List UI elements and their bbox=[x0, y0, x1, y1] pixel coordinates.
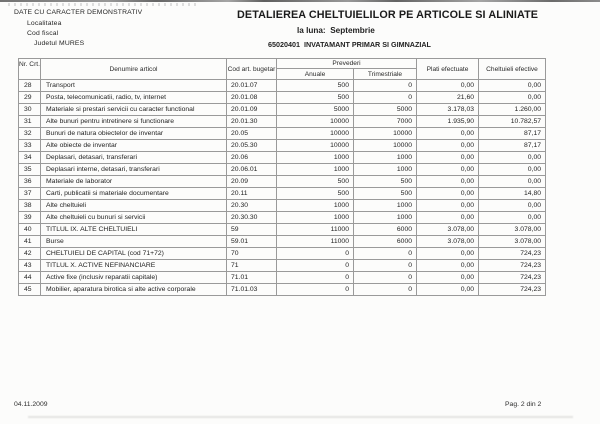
cell-anuale: 5000 bbox=[277, 104, 354, 116]
cell-cod: 20.01.30 bbox=[227, 116, 277, 128]
table-row bbox=[19, 284, 546, 296]
cell-plati: 0,00 bbox=[417, 152, 479, 164]
cell-trimestriale: 1000 bbox=[354, 152, 417, 164]
cell-nr: 45 bbox=[19, 284, 41, 296]
cell-cod: 59 bbox=[227, 224, 277, 236]
cell-denumire: Posta, telecomunicatii, radio, tv, internet bbox=[41, 92, 227, 104]
cell-plati: 0,00 bbox=[417, 164, 479, 176]
cell-cod: 70 bbox=[227, 248, 277, 260]
cell-anuale: 0 bbox=[277, 284, 354, 296]
table-row bbox=[19, 188, 546, 200]
cell-nr: 37 bbox=[19, 188, 41, 200]
header-prevederi: Prevederi bbox=[277, 59, 417, 69]
cell-plati: 0,00 bbox=[417, 212, 479, 224]
cell-nr: 36 bbox=[19, 176, 41, 188]
cell-cheltuieli: 724,23 bbox=[479, 284, 546, 296]
cell-anuale: 0 bbox=[277, 272, 354, 284]
header-trimestriale: Trimestriale bbox=[354, 69, 417, 80]
cell-plati: 0,00 bbox=[417, 140, 479, 152]
cell-cod: 20.30.30 bbox=[227, 212, 277, 224]
cell-plati: 0,00 bbox=[417, 188, 479, 200]
table-body bbox=[19, 80, 546, 296]
cell-anuale: 500 bbox=[277, 188, 354, 200]
judet-line: Judetul MURES bbox=[34, 40, 85, 47]
cell-nr: 33 bbox=[19, 140, 41, 152]
table-row bbox=[19, 164, 546, 176]
cell-anuale: 500 bbox=[277, 92, 354, 104]
table-header bbox=[19, 59, 546, 80]
cell-nr: 40 bbox=[19, 224, 41, 236]
cell-cod: 71.01.03 bbox=[227, 284, 277, 296]
table-row bbox=[19, 152, 546, 164]
cell-anuale: 1000 bbox=[277, 212, 354, 224]
cell-plati: 0,00 bbox=[417, 128, 479, 140]
cell-cod: 59.01 bbox=[227, 236, 277, 248]
cell-anuale: 1000 bbox=[277, 200, 354, 212]
cell-denumire: Alte cheltuieli cu bunuri si servicii bbox=[41, 212, 227, 224]
cell-plati: 0,00 bbox=[417, 176, 479, 188]
cell-nr: 42 bbox=[19, 248, 41, 260]
cell-denumire: Mobilier, aparatura birotica si alte active corporale bbox=[41, 284, 227, 296]
cell-denumire: TITLUL X. ACTIVE NEFINANCIARE bbox=[41, 260, 227, 272]
cell-nr: 39 bbox=[19, 212, 41, 224]
cell-denumire: TITLUL IX. ALTE CHELTUIELI bbox=[41, 224, 227, 236]
cell-plati: 3.178,03 bbox=[417, 104, 479, 116]
header-plati: Plati efectuate bbox=[417, 59, 479, 80]
table-row bbox=[19, 92, 546, 104]
cell-plati: 0,00 bbox=[417, 248, 479, 260]
cell-cheltuieli: 87,17 bbox=[479, 140, 546, 152]
cell-cod: 20.05 bbox=[227, 128, 277, 140]
cell-anuale: 1000 bbox=[277, 152, 354, 164]
cell-nr: 31 bbox=[19, 116, 41, 128]
cell-nr: 38 bbox=[19, 200, 41, 212]
cell-nr: 41 bbox=[19, 236, 41, 248]
cell-trimestriale: 0 bbox=[354, 284, 417, 296]
cell-cheltuieli: 0,00 bbox=[479, 176, 546, 188]
cell-denumire: Carti, publicatii si materiale documentare bbox=[41, 188, 227, 200]
table-row bbox=[19, 272, 546, 284]
cell-trimestriale: 500 bbox=[354, 188, 417, 200]
header-denumire: Denumire articol bbox=[41, 59, 227, 80]
cell-plati: 1.935,90 bbox=[417, 116, 479, 128]
cell-cod: 71 bbox=[227, 260, 277, 272]
document-title: DETALIEREA CHELTUIELILOR PE ARTICOLE SI ALINIATE bbox=[237, 9, 539, 21]
cell-trimestriale: 0 bbox=[354, 272, 417, 284]
scan-top-edge-artifact bbox=[0, 0, 600, 2]
cell-denumire: Alte bunuri pentru intretinere si functionare bbox=[41, 116, 227, 128]
cell-plati: 0,00 bbox=[417, 272, 479, 284]
cell-cheltuieli: 724,23 bbox=[479, 260, 546, 272]
cod-fiscal-label: Cod fiscal bbox=[27, 30, 59, 37]
scan-bottom-smudge-artifact bbox=[28, 416, 573, 418]
cell-trimestriale: 0 bbox=[354, 248, 417, 260]
cell-nr: 35 bbox=[19, 164, 41, 176]
cell-nr: 30 bbox=[19, 104, 41, 116]
cell-trimestriale: 1000 bbox=[354, 212, 417, 224]
cell-nr: 43 bbox=[19, 260, 41, 272]
cell-anuale: 500 bbox=[277, 80, 354, 92]
cell-cod: 20.09 bbox=[227, 176, 277, 188]
header-cheltuieli: Cheltuieli efective bbox=[479, 59, 546, 80]
cell-cheltuieli: 0,00 bbox=[479, 152, 546, 164]
table-row bbox=[19, 212, 546, 224]
cell-trimestriale: 0 bbox=[354, 80, 417, 92]
footer-date: 04.11.2009 bbox=[14, 401, 48, 408]
cell-anuale: 11000 bbox=[277, 224, 354, 236]
cell-cod: 20.05.30 bbox=[227, 140, 277, 152]
cell-cheltuieli: 0,00 bbox=[479, 80, 546, 92]
cell-cheltuieli: 0,00 bbox=[479, 164, 546, 176]
cell-trimestriale: 5000 bbox=[354, 104, 417, 116]
table-row bbox=[19, 140, 546, 152]
header-nr: Nr. Crt. bbox=[19, 59, 41, 80]
cell-cheltuieli: 1.260,00 bbox=[479, 104, 546, 116]
cell-anuale: 0 bbox=[277, 248, 354, 260]
cell-anuale: 10000 bbox=[277, 140, 354, 152]
cell-cod: 20.01.08 bbox=[227, 92, 277, 104]
footer-page-number: Pag. 2 din 2 bbox=[505, 401, 542, 408]
cell-cod: 20.01.07 bbox=[227, 80, 277, 92]
table-row bbox=[19, 116, 546, 128]
cell-denumire: CHELTUIELI DE CAPITAL (cod 71+72) bbox=[41, 248, 227, 260]
month-line: la luna: Septembrie bbox=[297, 26, 375, 35]
localitatea-label: Localitatea bbox=[27, 20, 62, 27]
cell-cheltuieli: 0,00 bbox=[479, 200, 546, 212]
table-row bbox=[19, 260, 546, 272]
cell-cheltuieli: 724,23 bbox=[479, 248, 546, 260]
cell-denumire: Deplasari interne, detasari, transferari bbox=[41, 164, 227, 176]
cell-trimestriale: 0 bbox=[354, 260, 417, 272]
cell-anuale: 500 bbox=[277, 176, 354, 188]
cell-cheltuieli: 724,23 bbox=[479, 272, 546, 284]
cell-denumire: Alte cheltuieli bbox=[41, 200, 227, 212]
cell-anuale: 11000 bbox=[277, 236, 354, 248]
cell-nr: 28 bbox=[19, 80, 41, 92]
table-row bbox=[19, 176, 546, 188]
table-row bbox=[19, 200, 546, 212]
cell-denumire: Burse bbox=[41, 236, 227, 248]
cell-cheltuieli: 87,17 bbox=[479, 128, 546, 140]
cell-anuale: 1000 bbox=[277, 164, 354, 176]
cell-trimestriale: 10000 bbox=[354, 128, 417, 140]
cell-trimestriale: 500 bbox=[354, 176, 417, 188]
cell-cheltuieli: 14,80 bbox=[479, 188, 546, 200]
cell-trimestriale: 1000 bbox=[354, 200, 417, 212]
cell-cheltuieli: 3.078,00 bbox=[479, 224, 546, 236]
cell-denumire: Alte obiecte de inventar bbox=[41, 140, 227, 152]
chapter-line: 65020401 INVATAMANT PRIMAR SI GIMNAZIAL bbox=[268, 40, 431, 49]
cell-cheltuieli: 0,00 bbox=[479, 92, 546, 104]
cell-plati: 0,00 bbox=[417, 284, 479, 296]
cell-trimestriale: 7000 bbox=[354, 116, 417, 128]
cell-nr: 29 bbox=[19, 92, 41, 104]
scan-speckle-artifact bbox=[8, 3, 198, 6]
cell-plati: 0,00 bbox=[417, 260, 479, 272]
cell-trimestriale: 0 bbox=[354, 92, 417, 104]
cell-cod: 20.01.09 bbox=[227, 104, 277, 116]
cell-anuale: 10000 bbox=[277, 116, 354, 128]
table-row bbox=[19, 128, 546, 140]
expenses-table bbox=[18, 58, 546, 296]
cell-denumire: Active fixe (inclusiv reparatii capitale) bbox=[41, 272, 227, 284]
cell-nr: 34 bbox=[19, 152, 41, 164]
cell-nr: 44 bbox=[19, 272, 41, 284]
cell-denumire: Materiale si prestari servicii cu caracter functional bbox=[41, 104, 227, 116]
header-cod: Cod art. bugetar bbox=[227, 59, 277, 80]
cell-cod: 71.01 bbox=[227, 272, 277, 284]
cell-cheltuieli: 10.782,57 bbox=[479, 116, 546, 128]
cell-trimestriale: 6000 bbox=[354, 236, 417, 248]
cell-anuale: 10000 bbox=[277, 128, 354, 140]
table-row bbox=[19, 104, 546, 116]
cell-cheltuieli: 3.078,00 bbox=[479, 236, 546, 248]
table-row bbox=[19, 236, 546, 248]
cell-nr: 32 bbox=[19, 128, 41, 140]
cell-cod: 20.30 bbox=[227, 200, 277, 212]
cell-denumire: Deplasari, detasari, transferari bbox=[41, 152, 227, 164]
cell-plati: 0,00 bbox=[417, 80, 479, 92]
cell-plati: 3.078,00 bbox=[417, 236, 479, 248]
header-anuale: Anuale bbox=[277, 69, 354, 80]
cell-plati: 0,00 bbox=[417, 200, 479, 212]
cell-cod: 20.11 bbox=[227, 188, 277, 200]
table-row bbox=[19, 224, 546, 236]
cell-denumire: Bunuri de natura obiectelor de inventar bbox=[41, 128, 227, 140]
cell-cheltuieli: 0,00 bbox=[479, 212, 546, 224]
cell-anuale: 0 bbox=[277, 260, 354, 272]
cell-plati: 21,60 bbox=[417, 92, 479, 104]
cell-plati: 3.078,00 bbox=[417, 224, 479, 236]
cell-cod: 20.06 bbox=[227, 152, 277, 164]
cell-denumire: Materiale de laborator bbox=[41, 176, 227, 188]
table-row bbox=[19, 80, 546, 92]
cell-cod: 20.06.01 bbox=[227, 164, 277, 176]
cell-trimestriale: 10000 bbox=[354, 140, 417, 152]
cell-denumire: Transport bbox=[41, 80, 227, 92]
table-row bbox=[19, 248, 546, 260]
cell-trimestriale: 6000 bbox=[354, 224, 417, 236]
cell-trimestriale: 1000 bbox=[354, 164, 417, 176]
demo-note: DATE CU CARACTER DEMONSTRATIV bbox=[14, 9, 143, 16]
